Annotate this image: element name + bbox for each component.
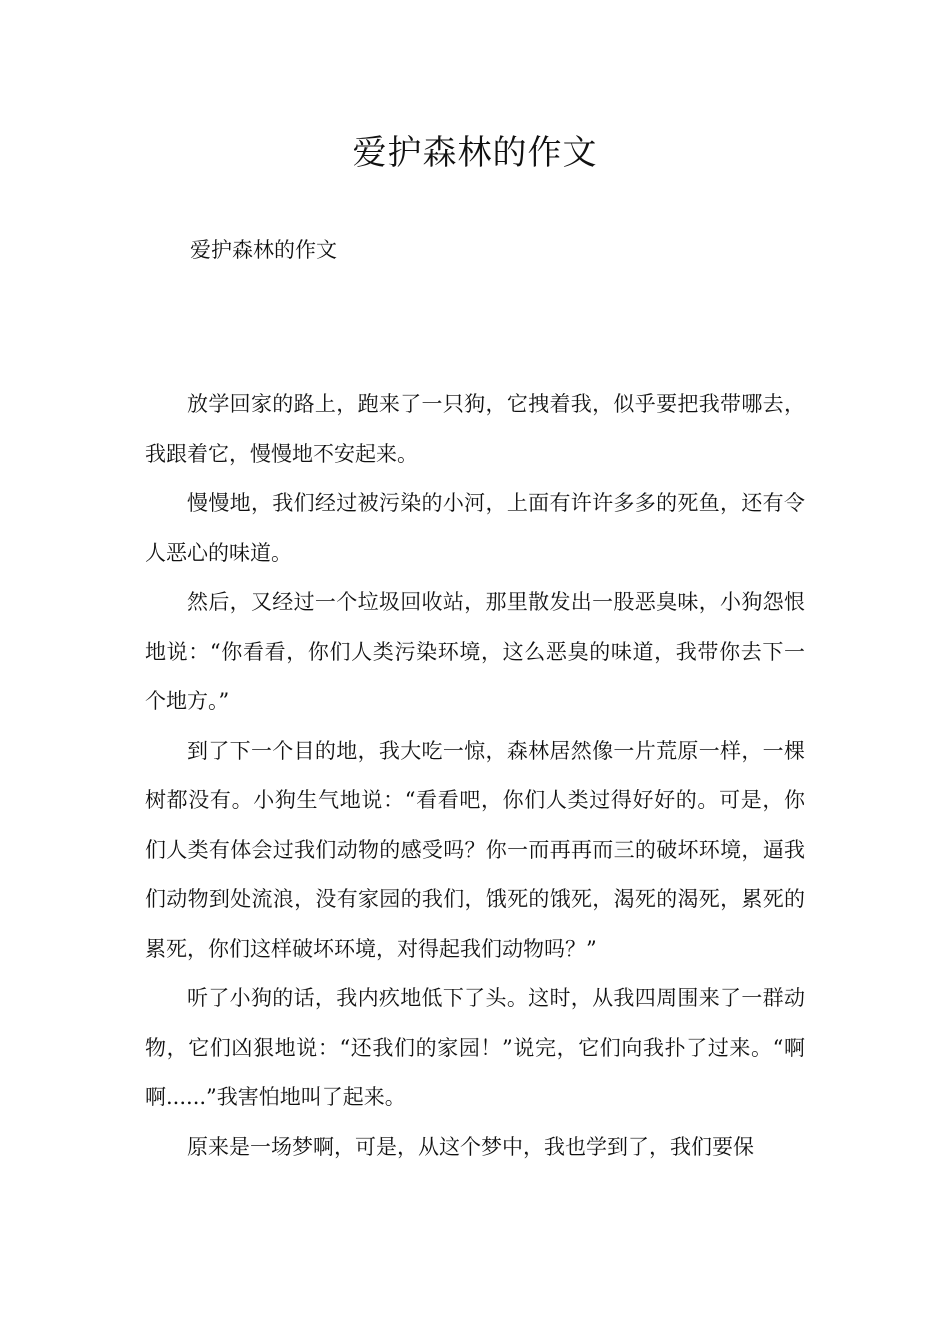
document-subtitle: 爱护森林的作文	[190, 238, 337, 262]
page-title: 爱护森林的作文	[352, 133, 598, 173]
paragraph-3: 然后，又经过一个垃圾回收站，那里散发出一股恶臭味，小狗怨恨地说：“你看看，你们人类污染环境，这么恶臭的味道，我带你去下一个地方。”	[145, 590, 805, 713]
paragraph-6: 原来是一场梦啊，可是，从这个梦中，我也学到了，我们要保	[187, 1134, 754, 1159]
paragraph-1: 放学回家的路上，跑来了一只狗，它拽着我，似乎要把我带哪去，我跟着它，慢慢地不安起来。	[145, 392, 805, 466]
paragraph-5: 听了小狗的话，我内疚地低下了头。这时，从我四周围来了一群动物，它们凶狠地说：“还我们的家园！”说完，它们向我扑了过来。“啊啊......”我害怕地叫了起来。	[145, 986, 805, 1109]
paragraph-2: 慢慢地，我们经过被污染的小河，上面有许许多多的死鱼，还有令人恶心的味道。	[145, 491, 805, 565]
essay-body	[145, 380, 805, 1172]
paragraph-4: 到了下一个目的地，我大吃一惊，森林居然像一片荒原一样，一棵树都没有。小狗生气地说：“看看吧，你们人类过得好好的。可是，你们人类有体会过我们动物的感受吗？你一而再再而三的破坏环境，逼我们动物到处流浪，没有家园的我们，饿死的饿死，渴死的渴死，累死的累死，你们这样破坏环境，对得起我们动物吗？”	[145, 738, 805, 961]
